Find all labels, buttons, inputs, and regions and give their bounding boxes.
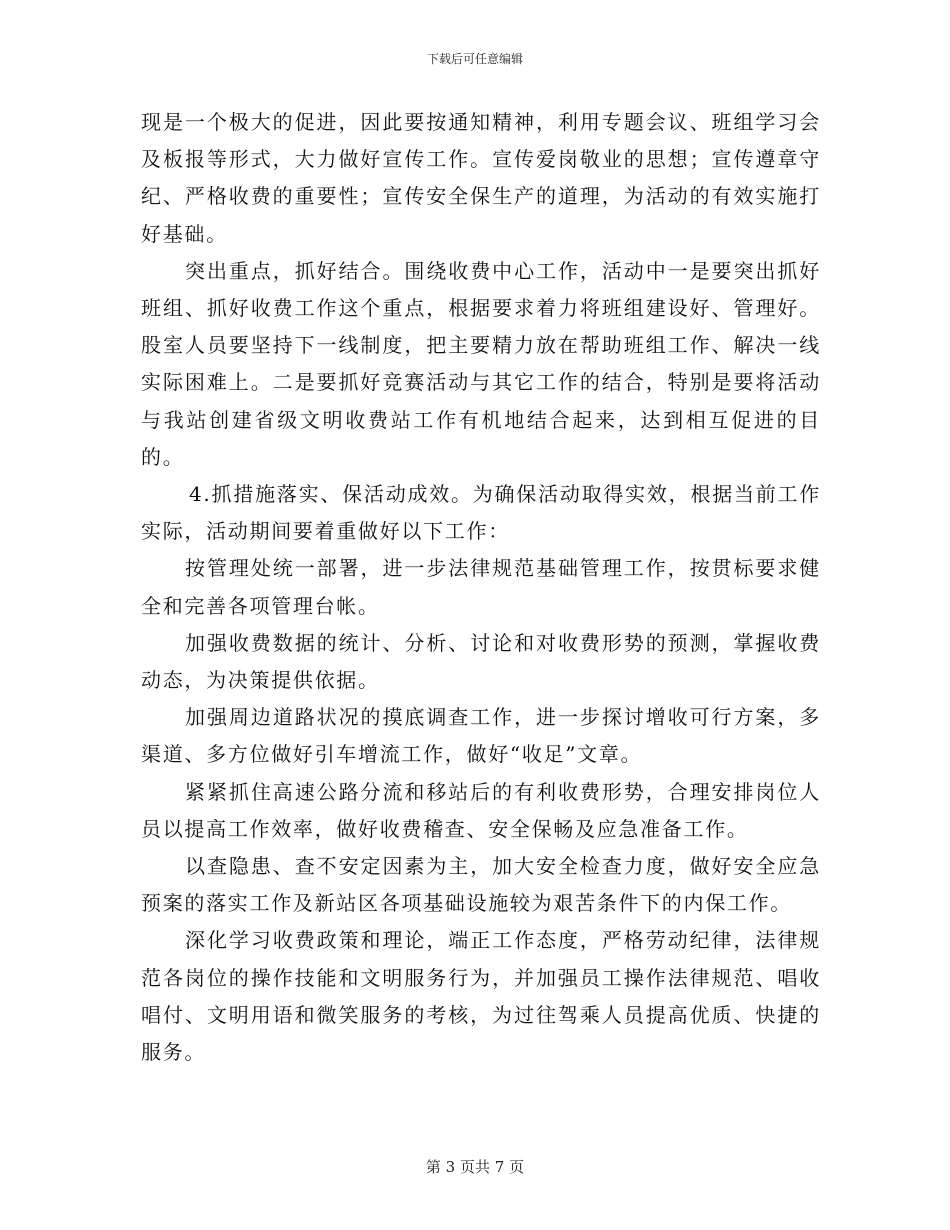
- paragraph-management-ledger: 按管理处统一部署，进一步法律规范基础管理工作，按贯标要求健全和完善各项管理台帐。: [141, 556, 821, 618]
- paragraph-road-survey: 加强周边道路状况的摸底调查工作，进一步探讨增收可行方案，多渠道、多方位做好引车增流工作，做好“收足”文章。: [141, 705, 821, 767]
- page-header: 下载后可任意编辑: [426, 52, 523, 66]
- page-number-footer: 第 3 页共 7 页: [425, 1158, 525, 1176]
- paragraph-focus-combination: 突出重点，抓好结合。围绕收费中心工作，活动中一是要突出抓好班组、抓好收费工作这个重点，根据要求着力将班组建设好、管理好。股室人员要坚持下一线制度，把主要精力放在帮助班组工作、解决一线实际困难上。二是要抓好竞赛活动与其它工作的结合，特别是要将活动与我站创建省级文明收费站工作有机地结合起来，达到相互促进的目的。: [141, 258, 821, 469]
- document-body: [141, 104, 821, 1071]
- paragraph-publicity-continued: 现是一个极大的促进，因此要按通知精神，利用专题会议、班组学习会及板报等形式，大力做好宣传工作。宣传爱岗敬业的思想；宣传遵章守纪、严格收费的重要性；宣传安全保生产的道理，为活动的有效实施打好基础。: [141, 110, 821, 246]
- paragraph-staff-arrangement: 紧紧抓住高速公路分流和移站后的有利收费形势，合理安排岗位人员以提高工作效率，做好收费稽查、安全保畅及应急准备工作。: [141, 779, 821, 841]
- paragraph-safety-inspection: 以查隐患、查不安定因素为主，加大安全检查力度，做好安全应急预案的落实工作及新站区各项基础设施较为艰苦条件下的内保工作。: [141, 854, 821, 916]
- paragraph-service-training: 深化学习收费政策和理论，端正工作态度，严格劳动纪律，法律规范各岗位的操作技能和文明服务行为，并加强员工操作法律规范、唱收唱付、文明用语和微笑服务的考核，为过往驾乘人员提高优质、快捷的服务。: [141, 928, 821, 1065]
- paragraph-measures-heading: 4.抓措施落实、保活动成效。为确保活动取得实效，根据当前工作实际，活动期间要着重做好以下工作：: [141, 482, 821, 544]
- paragraph-toll-data-analysis: 加强收费数据的统计、分析、讨论和对收费形势的预测，掌握收费动态，为决策提供依据。: [141, 630, 821, 693]
